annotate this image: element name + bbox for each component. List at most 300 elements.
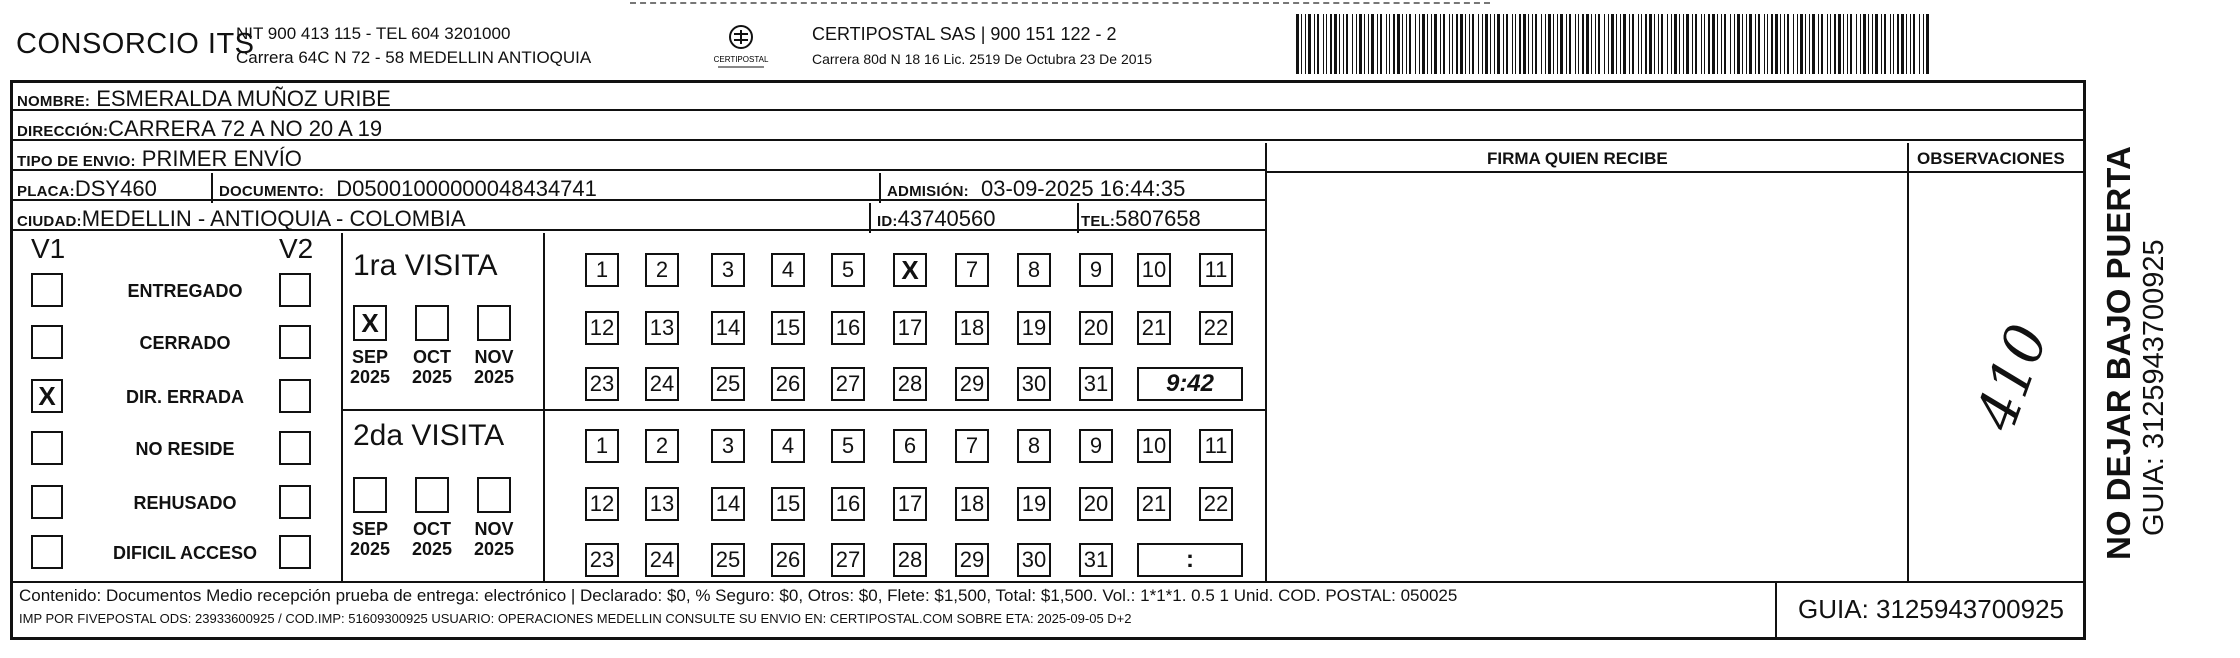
barcode-bar [1296, 14, 1299, 74]
status-label: ENTREGADO [127, 281, 243, 301]
barcode-bar [1632, 14, 1634, 74]
visit2-month-label: NOV 2025 [473, 519, 515, 559]
status-label: DIFICIL ACCESO [112, 543, 257, 563]
v2-checkbox[interactable] [279, 273, 311, 307]
visit1-month-label: SEP 2025 [349, 347, 391, 387]
barcode-bar [1641, 14, 1642, 74]
visit1-day-box[interactable]: 8 [1017, 253, 1051, 287]
barcode-bar [1389, 14, 1390, 74]
barcode-bar [1339, 14, 1340, 74]
visit2-day-box[interactable]: 16 [831, 487, 865, 521]
admision-label: ADMISIÓN: [887, 183, 969, 200]
barcode-bar [1645, 14, 1647, 74]
barcode-bar [1661, 14, 1663, 74]
documento-value: D05001000000048434741 [336, 176, 597, 201]
barcode-bar [1906, 14, 1907, 74]
placa-value: DSY460 [74, 176, 157, 201]
divider [1907, 143, 1909, 583]
visit1-day-box[interactable]: 20 [1079, 311, 1113, 345]
visit2-month-checkbox[interactable] [353, 477, 387, 513]
barcode-bar [1616, 14, 1617, 74]
ciudad-label: CIUDAD: [17, 213, 82, 230]
visit2-day-box[interactable]: 8 [1017, 429, 1051, 463]
barcode-bar [1523, 14, 1526, 74]
barcode-bar [1872, 14, 1873, 74]
footer-content: Contenido: Documentos Medio recepción prueba de entrega: electrónico | Declarado: $0, % Seguro: $0, Otros: $0, Flete: $1,500, Total: $1,500. Vol.: 1*1*1. 0.5 1 Unid. COD. POSTAL: 050025 [19, 586, 1458, 605]
visit2-day-box[interactable]: 10 [1137, 429, 1171, 463]
barcode-bar [1494, 14, 1495, 74]
visit1-time-box[interactable]: 9:42 [1137, 367, 1243, 401]
barcode-bar [1629, 14, 1630, 74]
visit1-day-box[interactable]: 13 [645, 311, 679, 345]
barcode-bar [1497, 14, 1500, 74]
barcode-bar [1850, 14, 1852, 74]
visit1-day-box[interactable]: 12 [585, 311, 619, 345]
barcode-bar [1611, 14, 1614, 74]
barcode-bar [1371, 14, 1374, 74]
visit2-day-box[interactable]: 31 [1079, 543, 1113, 577]
visit1-day-box[interactable]: 11 [1199, 253, 1233, 287]
certipostal-address: Carrera 80d N 18 16 Lic. 2519 De Octubra 23 De 2015 [812, 51, 1153, 67]
visit2-time-box[interactable]: : [1137, 543, 1243, 577]
barcode-bar [1472, 14, 1474, 74]
barcode-bar [1326, 14, 1327, 74]
barcode-bar [1708, 14, 1710, 74]
barcode-bar [1897, 14, 1899, 74]
barcode-bar [1679, 14, 1680, 74]
visit2-day-box[interactable]: 20 [1079, 487, 1113, 521]
v2-checkbox[interactable] [279, 325, 311, 359]
barcode-bar [1575, 14, 1576, 74]
visit1-month-checkbox[interactable] [477, 305, 511, 341]
barcode-bar [1415, 14, 1416, 74]
barcode-bar [1452, 14, 1453, 74]
direccion-value: CARRERA 72 A NO 20 A 19 [108, 116, 383, 141]
visit2-day-box[interactable]: 28 [893, 543, 927, 577]
barcode-bar [1787, 14, 1789, 74]
status-label: CERRADO [139, 333, 231, 353]
barcode-bar [1346, 14, 1348, 74]
barcode-bar [1343, 14, 1344, 74]
barcode-bar [1771, 14, 1773, 74]
barcode-bar [1856, 14, 1857, 74]
barcode-bar [1901, 14, 1904, 74]
visit1-day-box[interactable]: 30 [1017, 367, 1051, 401]
barcode-bar [1397, 14, 1400, 74]
barcode-bar [1566, 14, 1567, 74]
barcode-bar [1717, 14, 1718, 74]
visit2-day-box[interactable]: 2 [645, 429, 679, 463]
barcode-bar [1809, 14, 1810, 74]
divider [1077, 203, 1079, 233]
tel-label: TEL: [1081, 213, 1116, 230]
visit1-day-box[interactable]: 7 [955, 253, 989, 287]
visit1-day-box[interactable]: 2 [645, 253, 679, 287]
barcode-bar [1800, 14, 1803, 74]
visit2-day-box[interactable]: 5 [831, 429, 865, 463]
visit2-day-box[interactable]: 14 [711, 487, 745, 521]
ciudad-value: MEDELLIN - ANTIOQUIA - COLOMBIA [81, 206, 466, 231]
barcode-bar [1431, 14, 1432, 74]
v2-header: V2 [279, 233, 314, 264]
divider [879, 173, 881, 203]
visit2-month-label: SEP 2025 [349, 519, 391, 559]
barcode-bar [1623, 14, 1626, 74]
visit1-day-box[interactable]: 25 [711, 367, 745, 401]
tipo-row [13, 143, 1265, 171]
barcode-bar [1780, 14, 1781, 74]
v1-checkbox[interactable] [31, 273, 63, 307]
nombre-label: NOMBRE: [17, 93, 91, 110]
barcode-bar [1427, 14, 1428, 74]
visit1-day-box[interactable]: 3 [711, 253, 745, 287]
barcode-bar [1724, 14, 1726, 74]
visit2-day-box[interactable]: 29 [955, 543, 989, 577]
visit1-day-box[interactable]: 4 [771, 253, 805, 287]
barcode-bar [1352, 14, 1353, 74]
direccion-label: DIRECCIÓN: [17, 123, 109, 140]
v2-checkbox[interactable] [279, 431, 311, 465]
visit1-day-box[interactable]: 26 [771, 367, 805, 401]
visit1-day-box[interactable]: 16 [831, 311, 865, 345]
visit2-day-box[interactable]: 25 [711, 543, 745, 577]
divider [211, 173, 213, 203]
barcode-bar [1838, 14, 1841, 74]
barcode-bar [1847, 14, 1848, 74]
visit2-day-box[interactable]: 27 [831, 543, 865, 577]
barcode-bar [1649, 14, 1652, 74]
visit2-month-checkbox[interactable] [415, 477, 449, 513]
barcode-bar [1469, 14, 1470, 74]
barcode-bar [1755, 14, 1756, 74]
barcode-bar [1406, 14, 1407, 74]
admision-value: 03-09-2025 16:44:35 [981, 176, 1186, 201]
visit2-day-box[interactable]: 15 [771, 487, 805, 521]
barcode-bar [1701, 14, 1702, 74]
guia-number: GUIA: 3125943700925 [1775, 581, 2085, 639]
visit1-day-box[interactable]: 5 [831, 253, 865, 287]
barcode-bar [1764, 14, 1765, 74]
direccion-row [13, 113, 2085, 141]
visit1-day-box[interactable]: 15 [771, 311, 805, 345]
v2-checkbox[interactable] [279, 535, 311, 569]
tel-value: 5807658 [1115, 206, 1201, 231]
barcode-bar [1821, 14, 1823, 74]
barcode-bar [1767, 14, 1768, 74]
company-name: CONSORCIO ITS [16, 28, 255, 60]
barcode-bar [1323, 14, 1324, 74]
barcode-bar [1456, 14, 1458, 74]
barcode-bar [1695, 14, 1697, 74]
barcode-bar [1545, 14, 1546, 74]
barcode-bar [1654, 14, 1655, 74]
side-label [2100, 40, 2210, 560]
id-label: ID: [877, 213, 898, 230]
visit2-day-box[interactable]: 12 [585, 487, 619, 521]
logo-text: CERTIPOSTAL [713, 55, 769, 64]
visit1-day-box[interactable]: X [893, 253, 927, 287]
visit2-day-box[interactable]: 3 [711, 429, 745, 463]
barcode-bar [1692, 14, 1693, 74]
barcode-bar [1553, 14, 1554, 74]
v1-checkbox[interactable]: X [31, 379, 63, 413]
barcode-bar [1535, 14, 1537, 74]
barcode-bar [1578, 14, 1579, 74]
barcode-bar [1506, 14, 1508, 74]
visit1-day-box[interactable]: 22 [1199, 311, 1233, 345]
barcode-bar [1913, 14, 1915, 74]
barcode-bar [1485, 14, 1488, 74]
visit2-day-box[interactable]: 26 [771, 543, 805, 577]
barcode-bar [1532, 14, 1533, 74]
barcode-bar [1434, 14, 1437, 74]
status-label: REHUSADO [133, 493, 237, 513]
company-nit: NIT 900 413 115 - TEL 604 3201000 [236, 24, 511, 43]
barcode-bar [1683, 14, 1684, 74]
barcode-bar [1440, 14, 1441, 74]
certipostal-nit: CERTIPOSTAL SAS | 900 151 122 - 2 [812, 24, 1117, 44]
barcode-bar [1443, 14, 1445, 74]
barcode-bar [1749, 14, 1752, 74]
barcode-bar [1460, 14, 1463, 74]
barcode-bar [1686, 14, 1689, 74]
barcode-bar [1368, 14, 1369, 74]
visit1-day-box[interactable]: 29 [955, 367, 989, 401]
divider [1267, 171, 2085, 173]
visit1-day-box[interactable]: 10 [1137, 253, 1171, 287]
no-dejar-bajo-puerta: NO DEJAR BAJO PUERTA [2100, 146, 2137, 560]
visit2-day-box[interactable]: 24 [645, 543, 679, 577]
barcode-bar [1712, 14, 1715, 74]
barcode-bar [1419, 14, 1420, 74]
visit2-day-box[interactable]: 19 [1017, 487, 1051, 521]
certipostal-info [812, 22, 1152, 72]
visit2-day-box[interactable]: 9 [1079, 429, 1113, 463]
visit1-day-box[interactable]: 18 [955, 311, 989, 345]
barcode-bar [1586, 14, 1589, 74]
barcode-bar [1422, 14, 1425, 74]
barcode-bar [1409, 14, 1411, 74]
barcode-bar [1797, 14, 1798, 74]
barcode-bar [1674, 14, 1677, 74]
barcode [1296, 14, 1930, 74]
barcode-bar [1541, 14, 1542, 74]
barcode-bar [1359, 14, 1362, 74]
barcode-bar [1449, 14, 1450, 74]
barcode-bar [1519, 14, 1521, 74]
visit2-title: 2da VISITA [353, 419, 505, 452]
visit2-day-box[interactable]: 23 [585, 543, 619, 577]
visit2-day-box[interactable]: 30 [1017, 543, 1051, 577]
v1-checkbox[interactable] [31, 485, 63, 519]
barcode-bar [1591, 14, 1592, 74]
visit1-month-label: NOV 2025 [473, 347, 515, 387]
nombre-row [13, 83, 2085, 111]
visit2-day-box[interactable]: 22 [1199, 487, 1233, 521]
barcode-bar [1402, 14, 1403, 74]
barcode-bar [1784, 14, 1785, 74]
barcode-bar [1758, 14, 1760, 74]
barcode-bar [1812, 14, 1815, 74]
barcode-bar [1356, 14, 1357, 74]
barcode-bar [1730, 14, 1731, 74]
barcode-bar [1721, 14, 1722, 74]
visit1-month-checkbox[interactable]: X [353, 305, 387, 341]
barcode-bar [1560, 14, 1563, 74]
barcode-bar [1334, 14, 1337, 74]
divider [543, 233, 545, 581]
observaciones-header: OBSERVACIONES [1917, 149, 2065, 168]
barcode-bar [1465, 14, 1466, 74]
footer-print-info: IMP POR FIVEPOSTAL ODS: 23933600925 / COD.IMP: 51609300925 USUARIO: OPERACIONES MEDELLIN CONSULTE SU ENVIO EN: CERTIPOSTAL.COM SOBRE ETA: 2025-09-05 D+2 [19, 611, 1132, 626]
barcode-bar [1926, 14, 1929, 74]
barcode-bar [1386, 14, 1387, 74]
observaciones-handwriting: 410 [1963, 316, 2062, 439]
barcode-bar [1317, 14, 1319, 74]
visit2-day-box[interactable]: 11 [1199, 429, 1233, 463]
barcode-bar [1301, 14, 1302, 74]
v1-checkbox[interactable] [31, 535, 63, 569]
barcode-bar [1818, 14, 1819, 74]
barcode-bar [1827, 14, 1828, 74]
barcode-bar [1364, 14, 1365, 74]
visit1-day-box[interactable]: 27 [831, 367, 865, 401]
barcode-bar [1557, 14, 1558, 74]
barcode-bar [1910, 14, 1911, 74]
visit1-day-box[interactable]: 24 [645, 367, 679, 401]
v2-checkbox[interactable] [279, 485, 311, 519]
v1-checkbox[interactable] [31, 431, 63, 465]
barcode-bar [1478, 14, 1479, 74]
visit1-day-box[interactable]: 17 [893, 311, 927, 345]
barcode-bar [1330, 14, 1332, 74]
barcode-bar [1604, 14, 1605, 74]
barcode-bar [1380, 14, 1382, 74]
visit1-day-box[interactable]: 14 [711, 311, 745, 345]
barcode-bar [1377, 14, 1378, 74]
barcode-bar [1528, 14, 1529, 74]
barcode-bar [1875, 14, 1878, 74]
barcode-bar [1884, 14, 1886, 74]
barcode-bar [1667, 14, 1668, 74]
visit1-title: 1ra VISITA [353, 249, 498, 282]
barcode-bar [1595, 14, 1596, 74]
barcode-bar [1704, 14, 1705, 74]
visit1-day-box[interactable]: 19 [1017, 311, 1051, 345]
barcode-bar [1671, 14, 1672, 74]
v1-checkbox[interactable] [31, 325, 63, 359]
barcode-bar [1482, 14, 1483, 74]
visit2-month-checkbox[interactable] [477, 477, 511, 513]
placa-label: PLACA: [17, 183, 75, 200]
barcode-bar [1598, 14, 1600, 74]
divider [869, 203, 871, 233]
visit2-day-box[interactable]: 18 [955, 487, 989, 521]
barcode-bar [1834, 14, 1836, 74]
visit2-day-box[interactable]: 6 [893, 429, 927, 463]
barcode-bar [1503, 14, 1504, 74]
visit1-day-box[interactable]: 1 [585, 253, 619, 287]
status-label: NO RESIDE [135, 439, 235, 459]
barcode-bar [1393, 14, 1395, 74]
barcode-bar [1608, 14, 1609, 74]
barcode-bar [1863, 14, 1866, 74]
barcode-bar [1658, 14, 1659, 74]
divider [343, 409, 1265, 411]
barcode-bar [1638, 14, 1639, 74]
barcode-bar [1793, 14, 1794, 74]
barcode-bar [1746, 14, 1747, 74]
status-label: DIR. ERRADA [125, 387, 244, 407]
divider [1265, 143, 1267, 583]
barcode-bar [1490, 14, 1491, 74]
barcode-bar [1843, 14, 1844, 74]
certipostal-logo [706, 20, 776, 72]
placa-row [13, 173, 1265, 201]
id-value: 43740560 [897, 206, 996, 231]
divider [341, 233, 343, 581]
nombre-value: ESMERALDA MUÑOZ URIBE [96, 86, 391, 111]
visit2-day-box[interactable]: 17 [893, 487, 927, 521]
visit2-day-box[interactable]: 7 [955, 429, 989, 463]
visit2-day-box[interactable]: 4 [771, 429, 805, 463]
barcode-bar [1923, 14, 1924, 74]
firma-header: FIRMA QUIEN RECIBE [1487, 149, 1668, 168]
barcode-bar [1582, 14, 1584, 74]
barcode-bar [1569, 14, 1571, 74]
barcode-bar [1515, 14, 1516, 74]
visit1-day-box[interactable]: 9 [1079, 253, 1113, 287]
visit2-month-label: OCT 2025 [411, 519, 453, 559]
barcode-bar [1805, 14, 1806, 74]
barcode-bar [1308, 14, 1311, 74]
documento-label: DOCUMENTO: [219, 183, 325, 200]
barcode-bar [1860, 14, 1861, 74]
tipo-label: TIPO DE ENVIO: [17, 153, 136, 170]
barcode-bar [1775, 14, 1778, 74]
barcode-bar [1620, 14, 1621, 74]
barcode-bar [1881, 14, 1882, 74]
barcode-bar [1548, 14, 1551, 74]
top-dashed-line [630, 2, 1490, 4]
barcode-bar [1919, 14, 1920, 74]
visit1-day-box[interactable]: 31 [1079, 367, 1113, 401]
barcode-bar [1893, 14, 1894, 74]
visit1-month-label: OCT 2025 [411, 347, 453, 387]
company-info [236, 22, 591, 70]
barcode-bar [1890, 14, 1891, 74]
barcode-bar [1830, 14, 1831, 74]
barcode-bar [1734, 14, 1735, 74]
barcode-bar [1742, 14, 1743, 74]
visit1-day-box[interactable]: 23 [585, 367, 619, 401]
side-guia: GUIA: 3125943700925 [2138, 239, 2170, 536]
barcode-bar [1868, 14, 1869, 74]
tipo-value: PRIMER ENVÍO [141, 146, 302, 171]
visit2-day-box[interactable]: 21 [1137, 487, 1171, 521]
v1-header: V1 [31, 233, 66, 264]
visit1-day-box[interactable]: 28 [893, 367, 927, 401]
visit1-day-box[interactable]: 21 [1137, 311, 1171, 345]
barcode-bar [1737, 14, 1740, 74]
barcode-bar [1305, 14, 1306, 74]
visit2-day-box[interactable]: 13 [645, 487, 679, 521]
company-address: Carrera 64C N 72 - 58 MEDELLIN ANTIOQUIA [236, 48, 592, 67]
visit1-month-checkbox[interactable] [415, 305, 449, 341]
visit2-day-box[interactable]: 1 [585, 429, 619, 463]
delivery-form [10, 80, 2086, 640]
v2-checkbox[interactable] [279, 379, 311, 413]
